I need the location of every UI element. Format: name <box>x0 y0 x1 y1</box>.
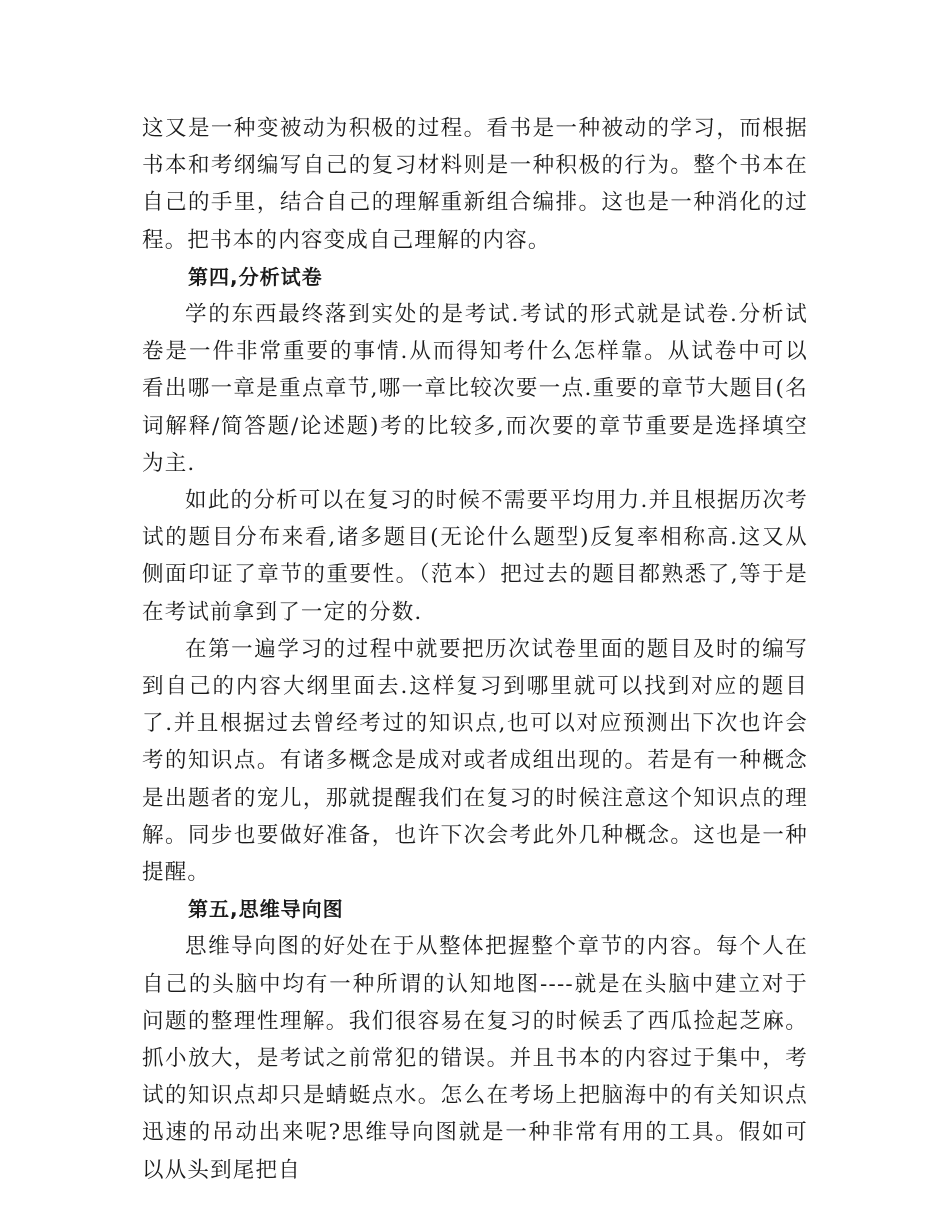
paragraph-mind-map-benefits: 思维导向图的好处在于从整体把握整个章节的内容。每个人在自己的头脑中均有一种所谓的认知地图----就是在头脑中建立对于问题的整理性理解。我们很容易在复习的时候丢了西瓜捡起芝麻。抓小放大，是考试之前常犯的错误。并且书本的内容过于集中，考试的知识点却只是蜻蜓点水。怎么在考场上把脑海中的有关知识点迅速的吊动出来呢?思维导向图就是一种非常有用的工具。假如可以从头到尾把自 <box>142 934 808 1183</box>
heading-mind-map: 第五,思维导向图 <box>188 897 344 922</box>
paragraph-question-distribution: 如此的分析可以在复习的时候不需要平均用力.并且根据历次考试的题目分布来看,诸多题目(无论什么题型)反复率相称高.这又从侧面印证了章节的重要性。（范本）把过去的题目都熟悉了,等于是在考试前拿到了一定的分数. <box>142 488 808 625</box>
paragraph-outline-questions: 在第一遍学习的过程中就要把历次试卷里面的题目及时的编写到自己的内容大纲里面去.这样复习到哪里就可以找到对应的题目了.并且根据过去曾经考过的知识点,也可以对应预测出下次也许会考的知识点。有诸多概念是成对或者成组出现的。若是有一种概念是出题者的宠儿，那就提醒我们在复习的时候注意这个知识点的理解。同步也要做好准备，也许下次会考此外几种概念。这也是一种提醒。 <box>142 636 808 886</box>
heading-analyze-exam-papers: 第四,分析试卷 <box>188 264 323 289</box>
document-page <box>142 110 808 1189</box>
paragraph-exam-analysis: 学的东西最终落到实处的是考试.考试的形式就是试卷.分析试卷是一件非常重要的事情.从而得知考什么怎样靠。从试卷中可以看出哪一章是重点章节,哪一章比较次要一点.重要的章节大题目(名词解释/简答题/论述题)考的比较多,而次要的章节重要是选择填空为主. <box>142 302 808 476</box>
paragraph-review-materials: 这又是一种变被动为积极的过程。看书是一种被动的学习，而根据书本和考纲编写自己的复习材料则是一种积极的行为。整个书本在自己的手里，结合自己的理解重新组合编排。这也是一种消化的过程。把书本的内容变成自己理解的内容。 <box>142 116 808 253</box>
